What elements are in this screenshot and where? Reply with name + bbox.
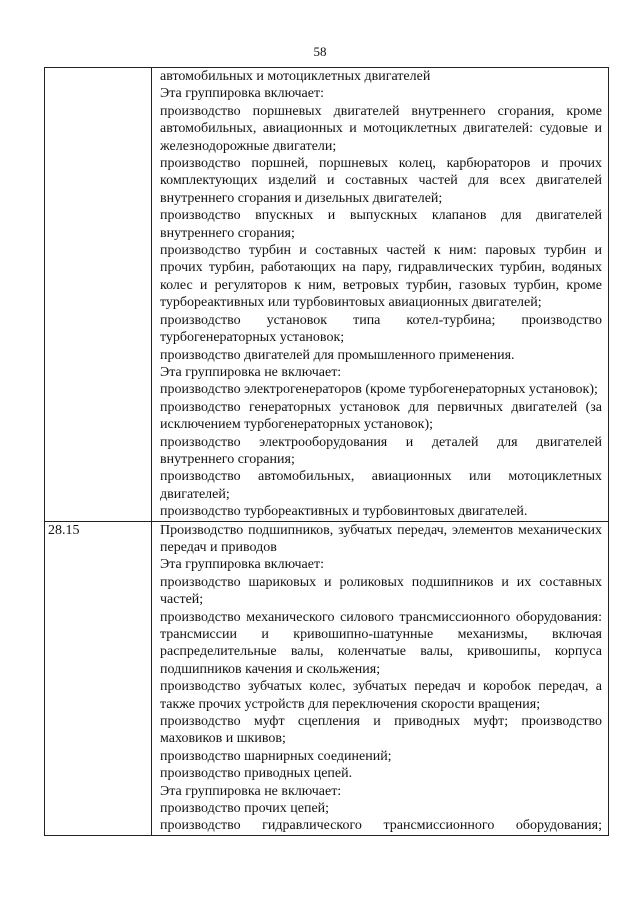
- description-line: Эта группировка включает:: [160, 86, 324, 102]
- description-line: производство приводных цепей.: [160, 766, 353, 782]
- description-line: производство турбореактивных и турбовинтовых двигателей.: [160, 504, 528, 520]
- description-line: Эта группировка не включает:: [160, 783, 342, 799]
- description-line: производство механического силового трансмиссионного оборудования: трансмиссии и кривошипно-шатунные механизмы, включая распределительные валы, коленчатые валы, кривошипы, корпуса подшипников качения и скольжения;: [160, 609, 602, 677]
- description-line: Эта группировка не включает:: [160, 364, 342, 380]
- description-line: автомобильных и мотоциклетных двигателей: [160, 69, 431, 84]
- description-line: производство электрооборудования и деталей для двигателей внутреннего сгорания;: [160, 434, 602, 467]
- description-line: производство прочих цепей;: [160, 801, 330, 817]
- table-row: [45, 521, 609, 835]
- description-line: производство впускных и выпускных клапанов для двигателей внутреннего сгорания;: [160, 208, 602, 241]
- code-cell: 28.15: [45, 521, 152, 835]
- description-cell: [152, 521, 609, 835]
- description-line: производство шариковых и роликовых подшипников и их составных частей;: [160, 574, 602, 608]
- code-cell: [45, 68, 152, 522]
- description-line: производство шарнирных соединений;: [160, 748, 392, 764]
- table-row: [45, 68, 609, 522]
- description-line: производство гидравлического трансмиссионного оборудования;: [160, 818, 602, 834]
- description-line: производство установок типа котел-турбина; производство турбогенераторных установок;: [160, 312, 602, 346]
- description-line: Эта группировка включает:: [160, 557, 324, 573]
- section-title: Производство подшипников, зубчатых передач, элементов механических передач и приводов: [160, 522, 602, 555]
- description-line: производство турбин и составных частей к ним: паровых турбин и прочих турбин, работающих на пару, гидравлических турбин, водяных колес и регуляторов к ним, ветровых турбин, газовых турбин, кроме турбореактивных или турбовинтовых авиационных двигателей;: [160, 243, 602, 311]
- classification-table: [44, 67, 609, 836]
- description-line: производство поршней, поршневых колец, карбюраторов и прочих комплектующих изделий и составных частей для всех двигателей внутреннего сгорания и дизельных двигателей;: [160, 156, 602, 206]
- description-line: производство муфт сцепления и приводных муфт; производство маховиков и шкивов;: [160, 714, 602, 747]
- description-line: производство двигателей для промышленного применения.: [160, 347, 515, 363]
- description-line: производство генераторных установок для первичных двигателей (за исключением турбогенераторных установок);: [160, 399, 602, 433]
- description-line: производство электрогенераторов (кроме турбогенераторных установок);: [160, 382, 598, 398]
- description-line: производство поршневых двигателей внутреннего сгорания, кроме автомобильных, авиационных и мотоциклетных двигателей: судовые и железнодорожные двигатели;: [160, 103, 602, 154]
- description-line: производство зубчатых колес, зубчатых передач и коробок передач, а также прочих устройств для переключения скорости вращения;: [160, 679, 602, 712]
- description-cell: [152, 68, 609, 522]
- description-line: производство автомобильных, авиационных или мотоциклетных двигателей;: [160, 469, 602, 502]
- page-number: 58: [313, 44, 327, 59]
